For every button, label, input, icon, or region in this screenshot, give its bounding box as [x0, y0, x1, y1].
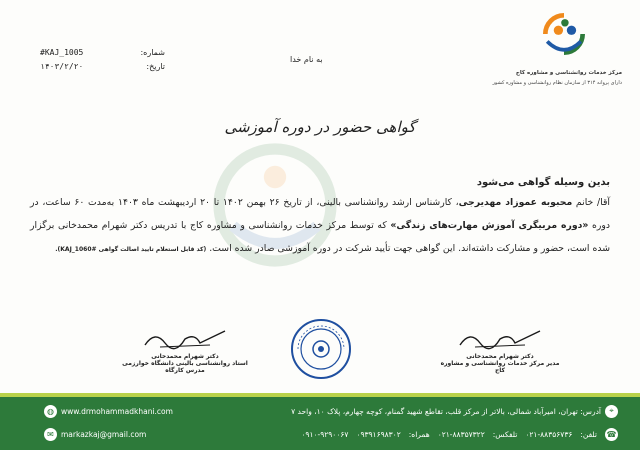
- phone-icon: ☎: [606, 429, 617, 439]
- basmala: به نام خدا: [290, 55, 323, 64]
- instructor-name: دکتر شهرام محمدخانی: [151, 353, 219, 360]
- address-label: آدرس:: [580, 406, 601, 416]
- course-name: «دوره مربیگری آموزش مهارت‌های زندگی»: [390, 220, 589, 231]
- date-label: تاریخ:: [146, 61, 165, 71]
- phone-row: [293, 426, 622, 442]
- phone-number[interactable]: ۰۲۱-۸۸۳۵۶۷۳۶: [525, 429, 573, 439]
- signature-scribble-icon: [455, 325, 545, 353]
- email-link[interactable]: markazkaj@gmail.com: [61, 429, 147, 439]
- website-row[interactable]: [40, 403, 173, 419]
- text-part-1: ، کارشناس ارشد روانشناسی بالینی، از تاریخ ۲۶ بهمن ۱۴۰۲ تا ۲۰ اردیبهشت ماه ۱۴۰۳ به‌مدت ۶۰ ساعت، در دوره: [30, 197, 610, 231]
- website-link[interactable]: www.drmohammadkhani.com: [61, 406, 173, 416]
- recipient-name: محبوبه عموزاد مهدیرجی: [458, 197, 573, 208]
- mobile-number-1[interactable]: ۰۹۳۹۱۶۹۸۳۰۲: [356, 429, 401, 439]
- instructor-title-1: استاد روانشناسی بالینی دانشگاه خوارزمی: [122, 360, 248, 367]
- location-pin-icon: ⌖: [605, 405, 618, 418]
- official-seal-icon: [290, 318, 352, 380]
- fax-label: تلفکس:: [492, 429, 518, 439]
- signature-scribble-icon: [140, 325, 230, 353]
- director-title-1: مدیر مرکز خدمات روانشناسی و مشاوره: [440, 360, 560, 367]
- certificate-body: [30, 175, 610, 261]
- org-name: مرکز خدمات روانشناسی و مشاوره کاج: [515, 70, 622, 76]
- date-value: ۱۴۰۳/۲/۲۰: [40, 61, 84, 71]
- mobile-number-2[interactable]: ۰۹۱۰-۹۲۹۰۰۶۷: [301, 429, 349, 439]
- email-icon: ✉: [44, 428, 57, 441]
- certificate-title: گواهی حضور در دوره آموزشی: [224, 118, 416, 136]
- phone-label: تلفن:: [580, 429, 597, 439]
- signature-director: [430, 325, 570, 374]
- director-name: دکتر شهرام محمدخانی: [466, 353, 534, 360]
- certificate-lead: بدین وسیله گواهی می‌شود: [476, 177, 610, 188]
- signature-instructor: [120, 325, 250, 374]
- director-title-2: کاج: [494, 367, 506, 374]
- instructor-title-2: مدرس کارگاه: [165, 367, 205, 374]
- number-value: #KAJ_1005: [40, 47, 84, 57]
- text-part-2: که توسط مرکز خدمات روانشناسی و مشاوره کاج با تدریس دکتر شهرام محمدخانی برگزار شده است، حضور و مشارکت داشته‌اند. این گواهی جهت تأیید شرکت در دوره آموزشی صادر شده است.: [30, 220, 610, 254]
- certificate-text: [30, 191, 610, 261]
- number-label: شماره:: [140, 47, 165, 57]
- globe-icon: ◍: [44, 405, 57, 418]
- document-meta: [40, 45, 165, 73]
- verify-note: (کد قابل استعلام تایید اصالت گواهی #KAJ_1060).: [55, 246, 207, 253]
- address-text: تهران، امیرآباد شمالی، بالاتر از مرکز قلب، تقاطع شهید گمنام، کوچه چهارم، پلاک ۱۰، واحد ۷: [291, 406, 578, 416]
- fax-number[interactable]: ۰۲۱-۸۸۳۵۷۳۲۲: [437, 429, 485, 439]
- email-row[interactable]: [40, 426, 146, 442]
- kaj-logo-icon: [536, 6, 592, 62]
- address-row: [291, 403, 622, 419]
- salutation: آقا/ خانم: [572, 197, 610, 208]
- mobile-label: همراه:: [408, 429, 430, 439]
- org-license: دارای پروانه ۳۱۴ از سازمان نظام روانشناسی و مشاوره کشور: [492, 80, 622, 86]
